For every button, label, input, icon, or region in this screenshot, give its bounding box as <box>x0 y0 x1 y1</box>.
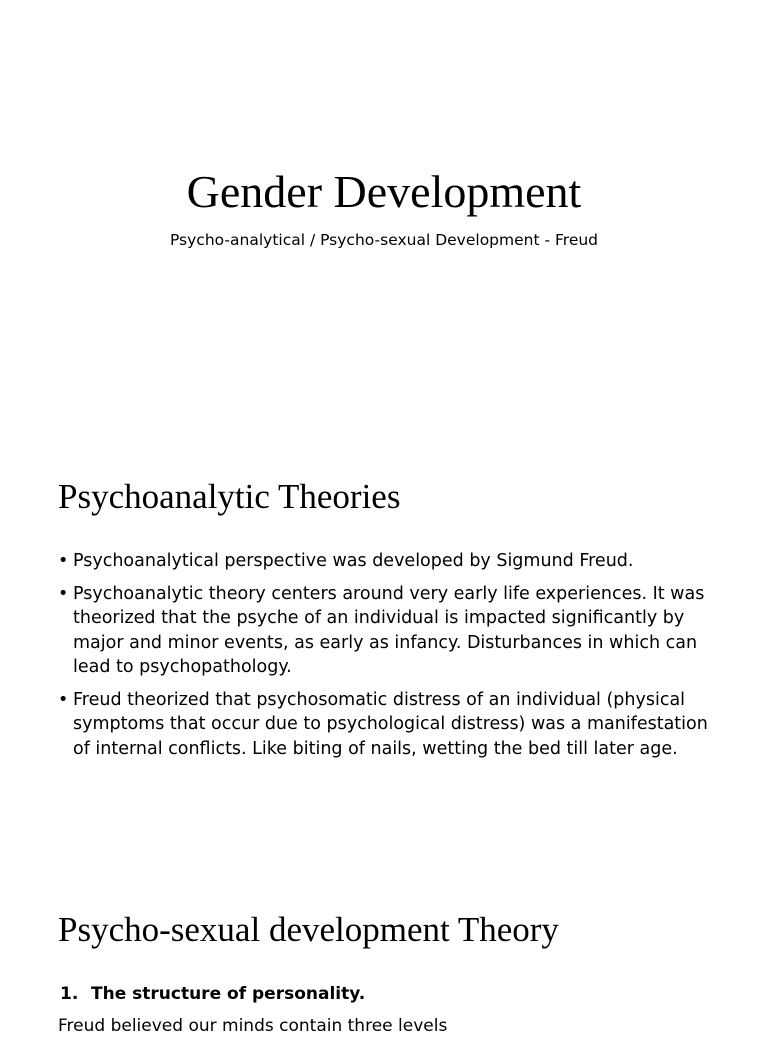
psychoanalytic-theories-slide <box>0 432 768 852</box>
title-slide <box>0 0 768 384</box>
bullet-icon: • <box>58 689 69 710</box>
psycho-sexual-theory-slide <box>0 864 768 1036</box>
bullet-icon: • <box>58 583 69 604</box>
numbered-heading-text: The structure of personality. <box>91 984 366 1004</box>
bullet-text: Psychoanalytical perspective was developed by Sigmund Freud. <box>73 551 634 571</box>
bullet-item <box>58 549 718 574</box>
bullet-item <box>58 582 718 680</box>
numbered-heading <box>60 982 365 1006</box>
body-text-cut-off: Freud believed our minds contain three levels <box>58 1016 448 1036</box>
presentation-subtitle: Psycho-analytical / Psycho-sexual Development - Freud <box>169 231 599 249</box>
list-number: 1. <box>60 984 79 1004</box>
bullet-text: Freud theorized that psychosomatic distress of an individual (physical symptoms that occur due to psychological distress) was a manifestation of internal conflicts. Like biting of nails, wetting the bed till later age. <box>73 689 708 759</box>
bullet-list <box>58 549 718 769</box>
presentation-title: Gender Development <box>186 166 582 217</box>
bullet-item <box>58 688 718 762</box>
bullet-icon: • <box>58 551 69 571</box>
slide-title: Psycho-sexual development Theory <box>58 910 559 949</box>
bullet-text: Psychoanalytic theory centers around very early life experiences. It was theorized that the psyche of an individual is impacted significantly by major and minor events, as early as infancy. Disturbances in which can lead to psychopathology. <box>73 583 705 677</box>
slide-title: Psychoanalytic Theories <box>58 477 401 516</box>
